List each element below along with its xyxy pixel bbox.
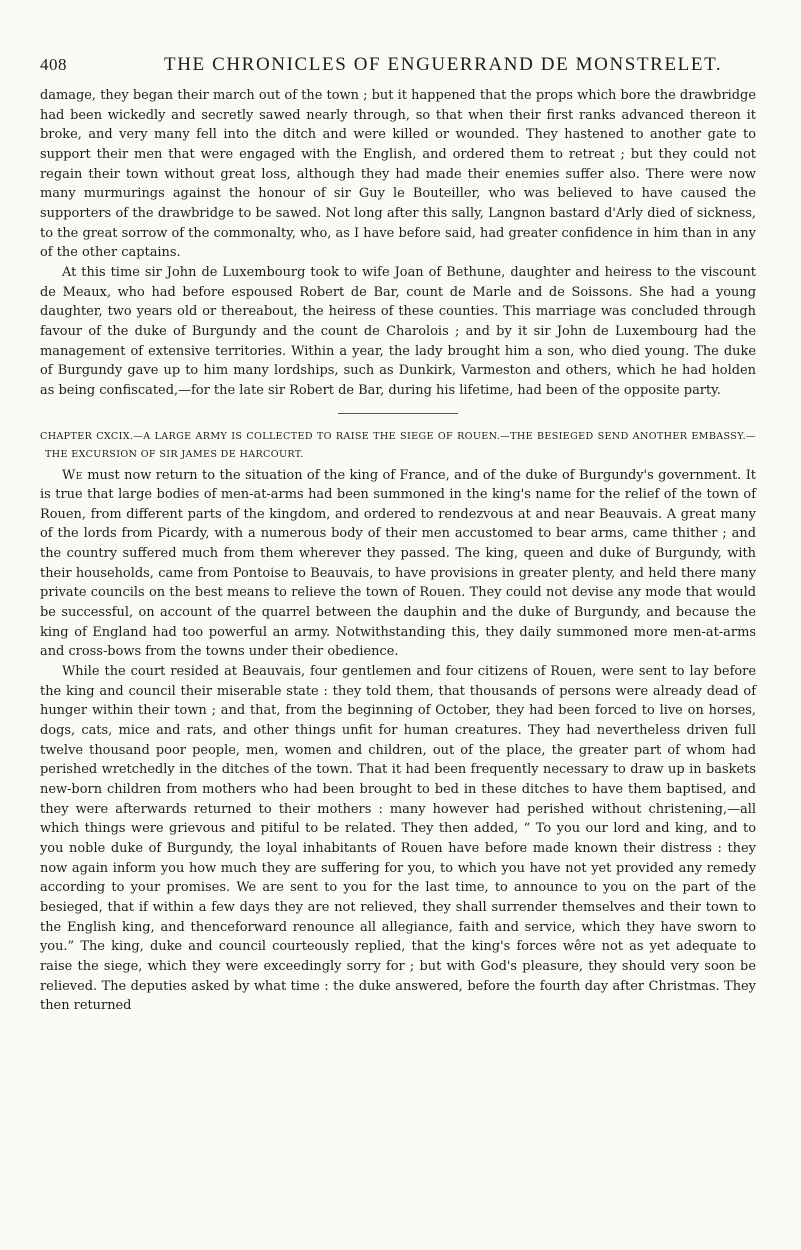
paragraph-rouen-deputies: While the court resided at Beauvais, four gentlemen and four citizens of Rouen, were sent to lay before the king and council their miserable state : they told them, that thousands of persons were already dead of hunger within their town ; and that, from the beginning of October, they had been forced to live on horses, dogs, cats, mice and rats, and other things unfit for human creatures. They had nevertheless driven full twelve thousand poor people, men, women and children, out of the place, the greater part of whom had perished wretchedly in the ditches of the town. That it had been frequently necessary to draw up in baskets new-born children from mothers who had been brought to bed in these ditches to have them baptised, and they were afterwards returned to their mothers : many however had perished without christening,—all which things were grievous and pitiful to be related. They then added, “ To you our lord and king, and to you noble duke of Burgundy, the loyal inhabitants of Rouen have before made known their distress : they now again inform you how much they are suffering for you, to which you have not yet provided any remedy according to your promises. We are sent to you for the last time, to announce to you on the part of the besieged, that if within a few days they are not relieved, they shall surrender themselves and their town to the English king, and thenceforward renounce all allegiance, faith and service, which they have sworn to you.” The king, duke and council courteously replied, that the king's forces wêre not as yet adequate to raise the siege, which they were exceedingly sorry for ; but with God's pleasure, they should very soon be relieved. The deputies asked by what time : the duke answered, before the fourth day after Christmas. They then returned	[40, 664, 756, 1014]
paragraph-chapter-opening-text: must now return to the situation of the king of France, and of the duke of Burgundy's government. It is true that large bodies of men-at-arms had been summoned in the king's name for the relief of the town of Rouen, from different parts of the kingdom, and ordered to rendezvous at and near Beauvais. A great many of the lords from Picardy, with a numerous body of their men accustomed to bear arms, came thither ; and the country suffered much from them wherever they passed. The king, queen and duke of Burgundy, with their households, came from Pontoise to Beauvais, to have provisions in greater plenty, and held there many private councils on the best means to relieve the town of Rouen. They could not devise any mode that would be successful, on account of the quarrel between the dauphin and the duke of Burgundy, and because the king of England had too powerful an army. Notwithstanding this, they daily summoned more men-at-arms and cross-bows from the towns under their obedience.	[40, 467, 756, 660]
body-text	[40, 86, 756, 1016]
page-header	[40, 54, 756, 80]
opening-word: We	[62, 467, 83, 483]
paragraph-continued: damage, they began their march out of the town ; but it happened that the props which bore the drawbridge had been wickedly and secretly sawed nearly through, so that when their first ranks advanced thereon it broke, and very many fell into the ditch and were killed or wounded. They hastened to another gate to support their men that were engaged with the English, and ordered them to retreat ; but they could not regain their town without great loss, although they had made their enemies suffer also. There were now many murmurings against the honour of sir Guy le Bouteiller, who was believed to have caused the supporters of the drawbridge to be sawed. Not long after this sally, Langnon bastard d'Arly died of sickness, to the great sorrow of the commonalty, who, as I have before said, had greater confidence in him than in any of the other captains.	[40, 88, 756, 261]
running-head: THE CHRONICLES OF ENGUERRAND DE MONSTRELET.	[164, 54, 723, 75]
book-page	[40, 54, 756, 1016]
paragraph-chapter-opening	[40, 466, 756, 663]
paragraph-luxembourg-marriage: At this time sir John de Luxembourg took to wife Joan of Bethune, daughter and heiress to the viscount de Meaux, who had before espoused Robert de Bar, count de Marle and de Soissons. She had a young daughter, two years old or thereabout, the heiress of these counties. This marriage was concluded through favour of the duke of Burgundy and the count de Charolois ; and by it sir John de Luxembourg had the management of extensive territories. Within a year, the lady brought him a son, who died young. The duke of Burgundy gave up to him many lordships, such as Dunkirk, Varmeston and others, which he had holden as being confiscated,—for the late sir Robert de Bar, during his lifetime, had been of the opposite party.	[40, 264, 756, 398]
section-divider	[338, 413, 458, 414]
chapter-heading: CHAPTER CXCIX.—A LARGE ARMY IS COLLECTED TO RAISE THE SIEGE OF ROUEN.—THE BESIEGED SEND ANOTHER EMBASSY.—THE EXCURSION OF SIR JAMES DE HARCOURT.	[40, 430, 756, 460]
page-number: 408	[40, 55, 67, 74]
